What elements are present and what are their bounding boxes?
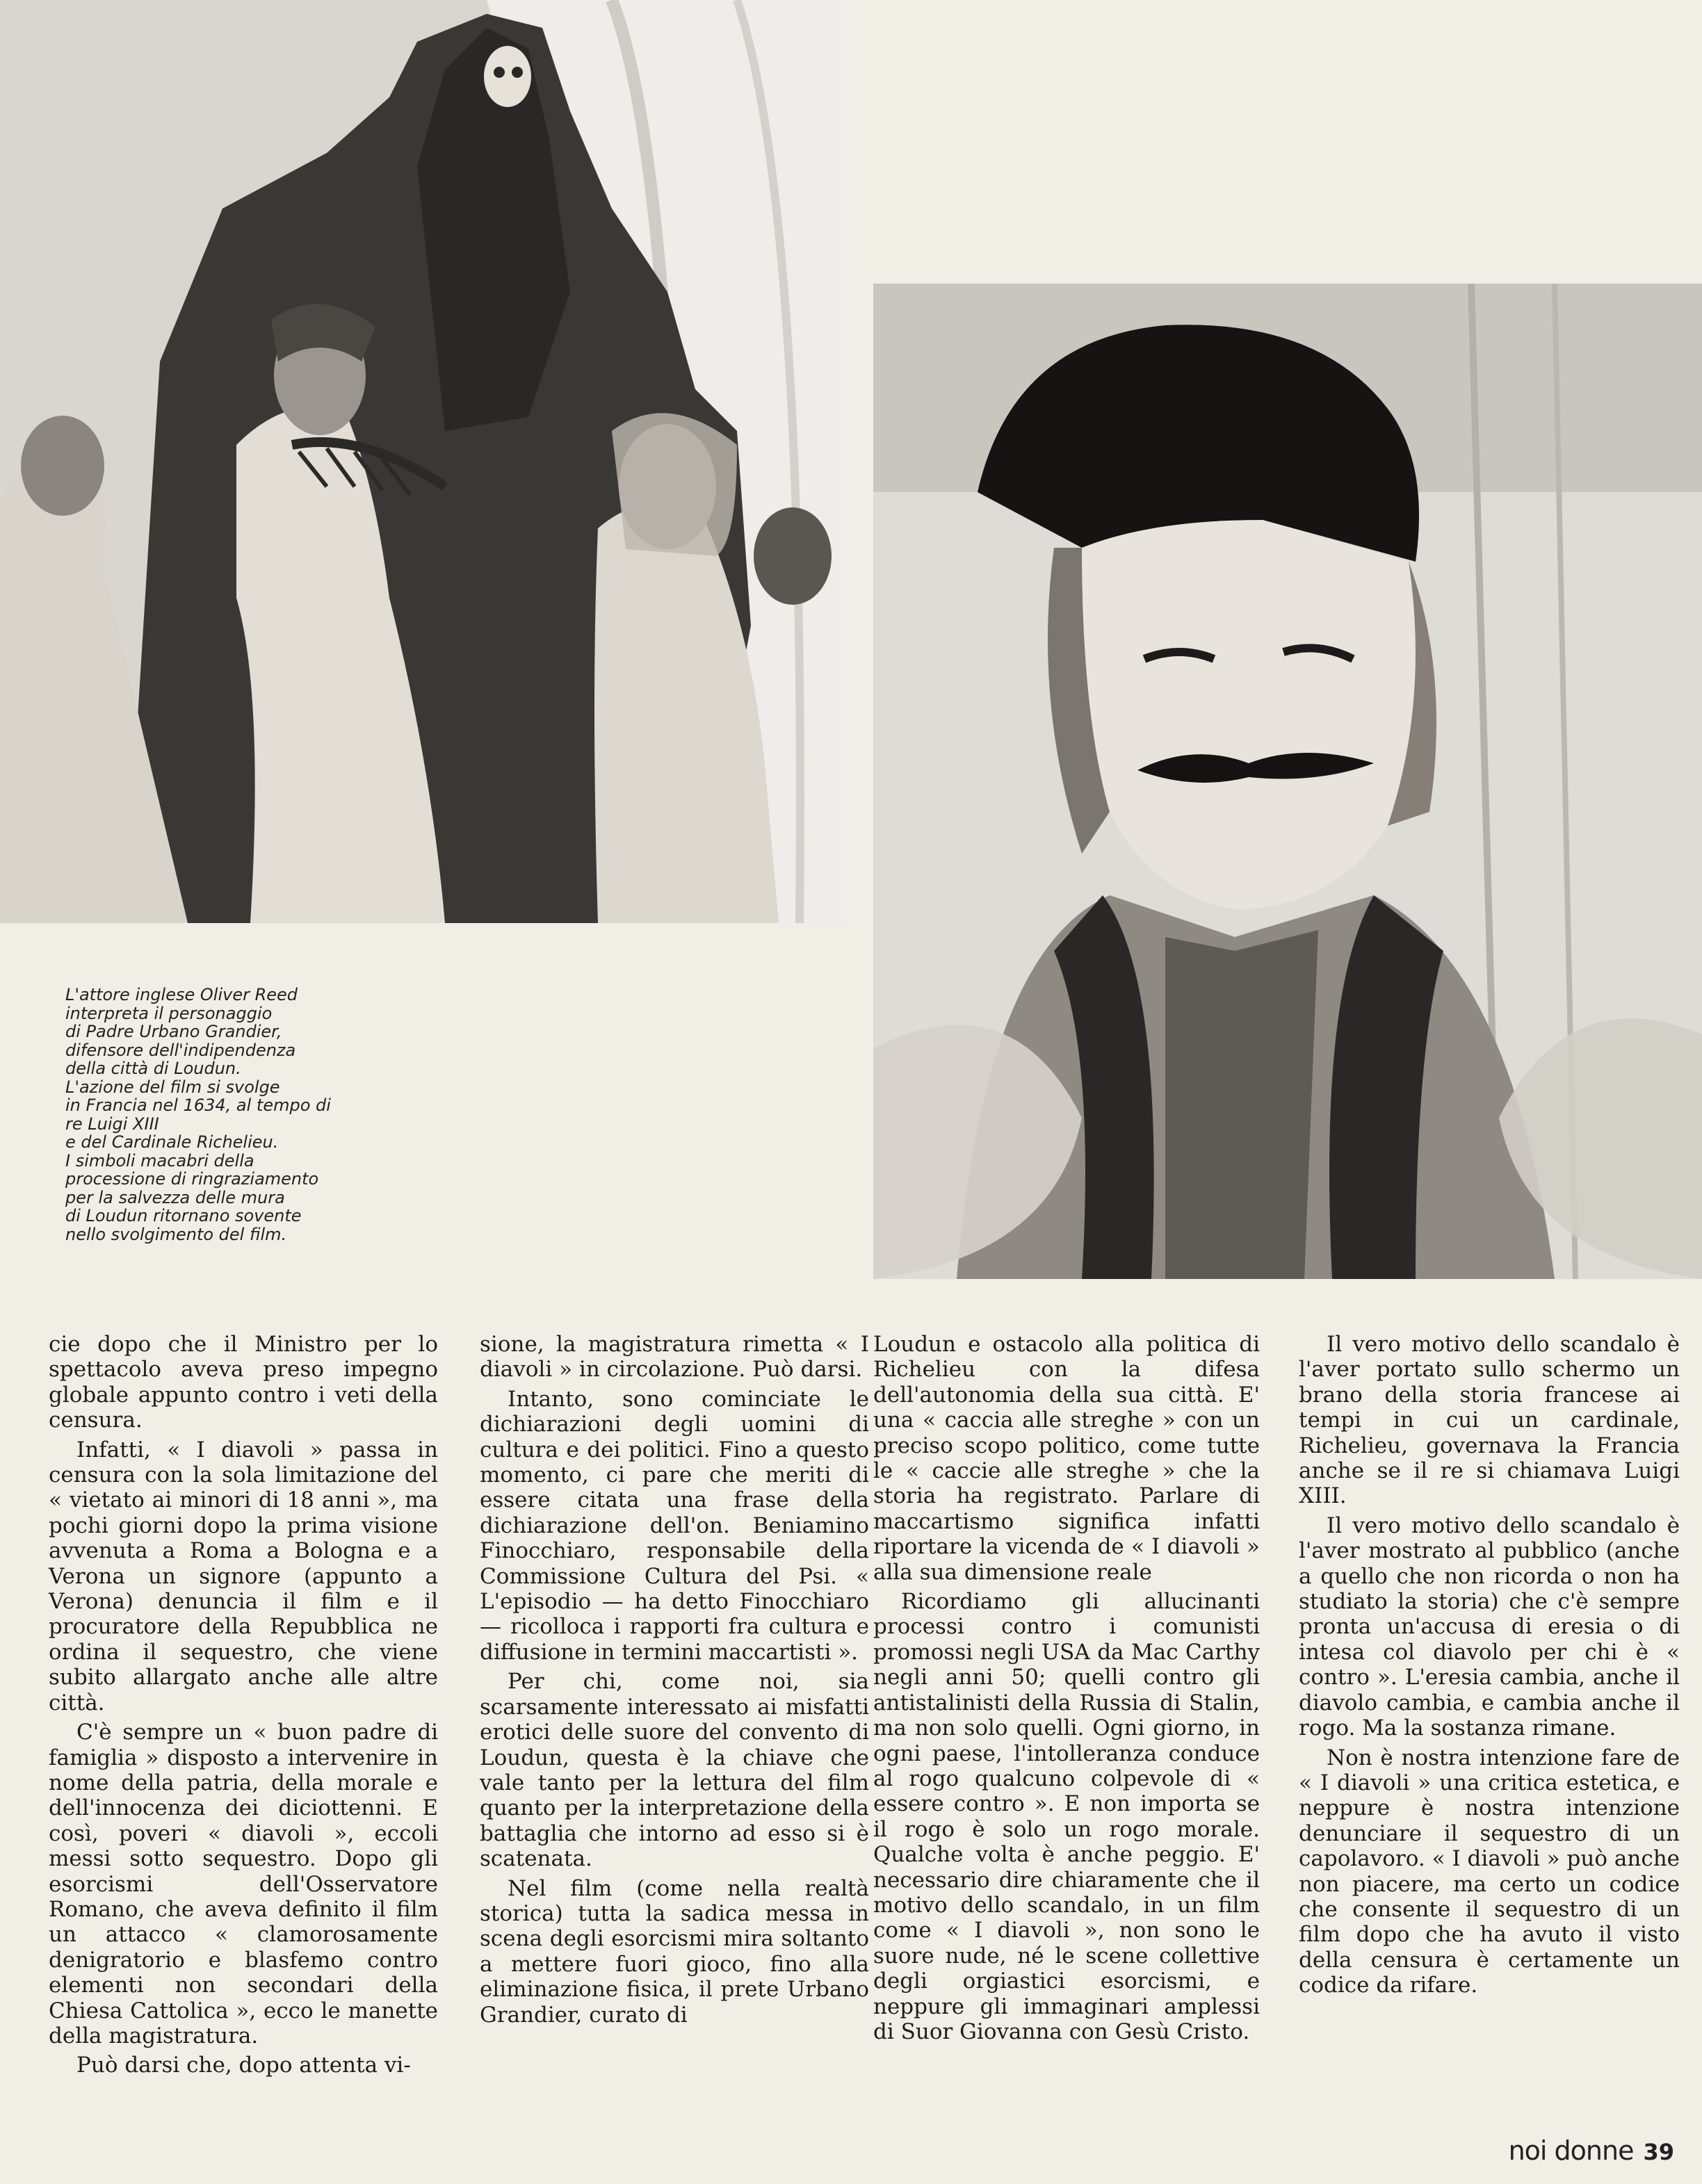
caption-line: processione di ringraziamento xyxy=(65,1169,319,1189)
caption-line: difensore dell'indipendenza xyxy=(65,1040,296,1060)
article-paragraph: sione, la magistratura rimetta « I diavoli » in circolazione. Può darsi. xyxy=(480,1332,869,1383)
photo-caption xyxy=(65,986,441,1244)
article-column-4 xyxy=(1299,1332,1680,1998)
caption-line: e del Cardinale Richelieu. xyxy=(65,1132,279,1152)
caption-line: L'azione del film si svolge xyxy=(65,1077,280,1097)
caption-line: I simboli macabri della xyxy=(65,1150,254,1171)
article-paragraph: Intanto, sono cominciate le dichiarazioni degli uomini di cultura e dei politici. Fino a questo momento, ci pare che meriti di essere citata una frase della dichiarazione dell'on. Beniamino Finocchiaro, responsabile della Commissione Cultura del Psi. « L'episodio — ha detto Finocchiaro — ricolloca i rapporti fra cultura e diffusione in termini maccartisti ». xyxy=(480,1386,869,1665)
article-paragraph: Loudun e ostacolo alla politica di Richelieu con la difesa dell'autonomia della sua città. E' una « caccia alle streghe » con un preciso scopo politico, come tutte le « caccie alle streghe » che la storia ha registrato. Parlare di maccartismo significa infatti riportare la vicenda de « I diavoli » alla sua dimensione reale xyxy=(873,1332,1260,1585)
magazine-name: noi donne xyxy=(1508,2135,1634,2166)
article-paragraph: Non è nostra intenzione fare de « I diavoli » una critica estetica, e neppure è nostra intenzione denunciare il sequestro di un capolavoro. « I diavoli » può anche non piacere, ma certo un codice che consente il sequestro di un film dopo che ha avuto il visto della censura è certamente un codice da rifare. xyxy=(1299,1745,1680,1998)
article-paragraph: Può darsi che, dopo attenta vi- xyxy=(76,2053,411,2078)
procession-photo-art xyxy=(0,0,847,923)
caption-line: interpreta il personaggio xyxy=(65,1003,273,1023)
procession-photo xyxy=(0,0,847,923)
caption-line: in Francia nel 1634, al tempo di xyxy=(65,1095,331,1115)
article-column-3 xyxy=(873,1332,1260,2044)
article-paragraph: Ricordiamo gli allucinanti processi contro i comunisti promossi negli USA da Mac Carthy negli anni 50; quelli contro gli antistalinisti della Russia di Stalin, ma non solo quelli. Ogni giorno, in ogni paese, l'intolleranza conduce al rogo qualcuno colpevole di « essere contro ». E non importa se il rogo è solo un rogo morale. Qualche volta è anche peggio. E' necessario dire chiaramente che il motivo dello scandalo, in un film come « I diavoli », non sono le suore nude, né le scene collettive degli orgiastici esorcismi, e neppure gli immaginari amplessi di Suor Giovanna con Gesù Cristo. xyxy=(873,1589,1260,2044)
article-paragraph: cie dopo che il Ministro per lo spettacolo aveva preso impegno globale appunto contro i veti della censura. xyxy=(49,1332,438,1433)
caption-line: della città di Loudun. xyxy=(65,1059,241,1078)
article-paragraph: Nel film (come nella realtà storica) tutta la sadica messa in scena degli esorcismi mira soltanto a mettere fuori gioco, fino alla eliminazione fisica, il prete Urbano Grandier, curato di xyxy=(480,1875,869,2028)
grandier-portrait-photo xyxy=(873,284,1702,1279)
caption-line: per la salvezza delle mura xyxy=(65,1187,285,1207)
page-number: 39 xyxy=(1643,2139,1674,2165)
caption-line: di Loudun ritornano sovente xyxy=(65,1206,302,1225)
article-column-2 xyxy=(480,1332,869,2028)
article-paragraph: Infatti, « I diavoli » passa in censura con la sola limitazione del « vietato ai minori di 18 anni », ma pochi giorni dopo la prima visione avvenuta a Roma a Bologna e a Verona un signore (appunto a Verona) denuncia il film e il procuratore della Repubblica ne ordina il sequestro, che viene subito allargato anche alle altre città. xyxy=(49,1437,438,1716)
page-footer xyxy=(1509,2135,1674,2166)
article-paragraph: Il vero motivo dello scandalo è l'aver portato sullo schermo un brano della storia francese ai tempi in cui un cardinale, Richelieu, governava la Francia anche se il re si chiamava Luigi XIII. xyxy=(1299,1332,1680,1509)
caption-line: L'attore inglese Oliver Reed xyxy=(65,985,298,1004)
article-column-1 xyxy=(49,1332,438,2078)
article-paragraph: C'è sempre un « buon padre di famiglia » disposto a intervenire in nome della patria, della morale e dell'innocenza dei diciottenni. E così, poveri « diavoli », eccoli messi sotto sequestro. Dopo gli esorcismi dell'Osservatore Romano, che aveva definito il film un attacco « clamorosamente denigratorio e blasfemo contro elementi non secondari della Chiesa Cattolica », ecco le manette della magistratura. xyxy=(49,1720,438,2048)
caption-line: re Luigi XIII xyxy=(65,1114,159,1134)
article-paragraph: Il vero motivo dello scandalo è l'aver mostrato al pubblico (anche a quello che non ricorda o non ha studiato la storia) che c'è sempre pronta un'accusa di eresia o di intesa col diavolo per chi è « contro ». L'eresia cambia, anche il diavolo cambia, e cambia anche il rogo. Ma la sostanza rimane. xyxy=(1299,1513,1680,1741)
article-paragraph: Per chi, come noi, sia scarsamente interessato ai misfatti erotici delle suore del convento di Loudun, questa è la chiave che vale tanto per la lettura del film quanto per la interpretazione della battaglia che intorno ad esso si è scatenata. xyxy=(480,1669,869,1872)
caption-line: nello svolgimento del film. xyxy=(65,1224,287,1244)
grandier-portrait-art xyxy=(873,284,1702,1279)
caption-line: di Padre Urbano Grandier, xyxy=(65,1022,282,1041)
